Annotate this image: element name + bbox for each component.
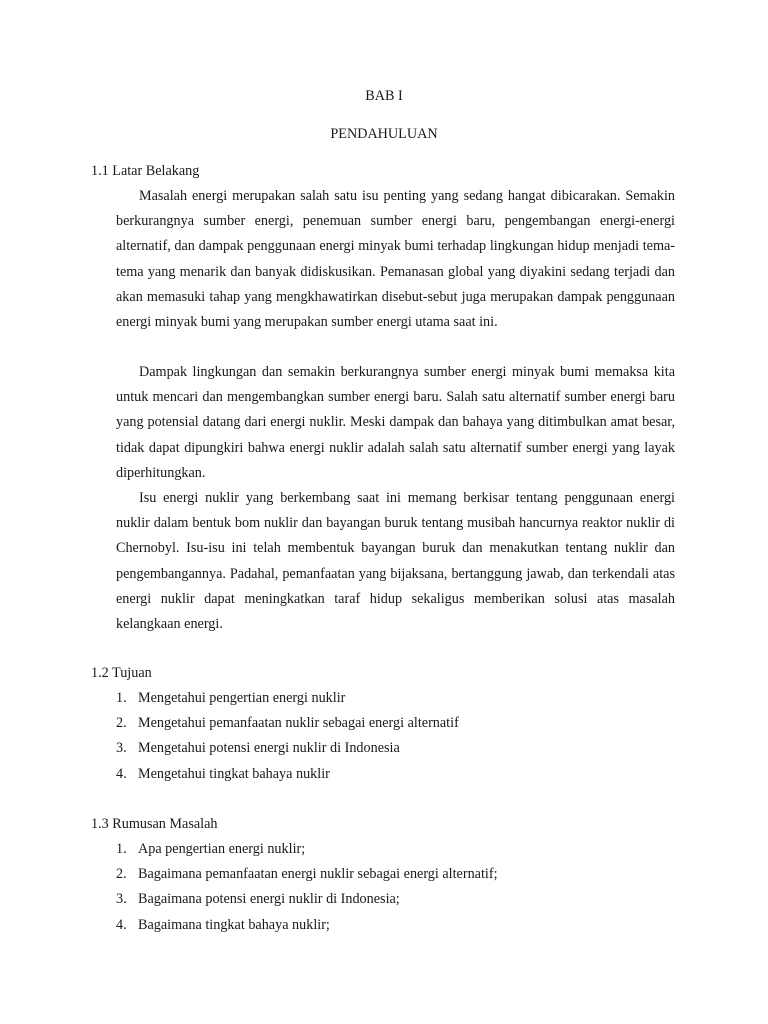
list-text: Apa pengertian energi nuklir; bbox=[138, 841, 306, 857]
list-text: Mengetahui tingkat bahaya nuklir bbox=[138, 765, 330, 782]
list-item bbox=[116, 736, 459, 761]
tujuan-list bbox=[116, 686, 459, 787]
chapter-title: PENDAHULUAN bbox=[330, 126, 438, 142]
paragraph-block bbox=[116, 486, 675, 637]
list-item bbox=[116, 887, 498, 912]
paragraph-block bbox=[116, 360, 675, 486]
list-text: Bagaimana potensi energi nuklir di Indonesia; bbox=[138, 891, 400, 908]
list-item bbox=[116, 711, 459, 736]
list-item bbox=[116, 862, 498, 887]
list-item bbox=[116, 686, 459, 711]
list-text: Mengetahui pemanfaatan nuklir sebagai energi alternatif bbox=[138, 715, 459, 732]
list-number: 2. bbox=[116, 866, 127, 883]
list-text: Mengetahui pengertian energi nuklir bbox=[138, 690, 346, 706]
list-number: 3. bbox=[116, 891, 127, 908]
rumusan-masalah-list bbox=[116, 837, 498, 938]
list-text: Bagaimana pemanfaatan energi nuklir sebagai energi alternatif; bbox=[138, 866, 498, 883]
list-item bbox=[116, 837, 498, 862]
list-item bbox=[116, 913, 498, 938]
paragraph: Isu energi nuklir yang berkembang saat ini memang berkisar tentang penggunaan energi nuklir dalam bentuk bom nuklir dan bayangan buruk tentang musibah hancurnya reaktor nuklir di Chernobyl. Isu-isu ini telah membentuk bayangan buruk dan menakutkan tentang nuklir dan pengembangannya. Padahal, pemanfaatan yang bijaksana, bertanggung jawab, dan terkendali atas energi nuklir dapat meningkatkan taraf hidup sekaligus memberikan solusi atas masalah kelangkaan energi. bbox=[116, 490, 675, 633]
list-text: Bagaimana tingkat bahaya nuklir; bbox=[138, 916, 330, 933]
list-item bbox=[116, 762, 459, 787]
list-number: 4. bbox=[116, 916, 127, 933]
list-number: 2. bbox=[116, 715, 127, 732]
paragraph-block bbox=[116, 184, 675, 335]
list-number: 3. bbox=[116, 740, 127, 757]
section-heading-latar-belakang: 1.1 Latar Belakang bbox=[91, 163, 200, 179]
list-number: 1. bbox=[116, 841, 127, 857]
chapter-number: BAB I bbox=[365, 88, 403, 104]
list-text: Mengetahui potensi energi nuklir di Indonesia bbox=[138, 740, 400, 757]
paragraph: Dampak lingkungan dan semakin berkurangnya sumber energi minyak bumi memaksa kita untuk mencari dan mengembangkan sumber energi baru. Salah satu alternatif sumber energi baru yang potensial datang dari energi nuklir. Meski dampak dan bahaya yang ditimbulkan amat besar, tidak dapat dipungkiri bahwa energi nuklir adalah salah satu alternatif sumber energi yang layak diperhitungkan. bbox=[116, 364, 675, 481]
list-number: 4. bbox=[116, 765, 127, 782]
section-heading-rumusan-masalah: 1.3 Rumusan Masalah bbox=[91, 816, 218, 832]
section-heading-tujuan: 1.2 Tujuan bbox=[91, 665, 152, 681]
list-number: 1. bbox=[116, 690, 127, 706]
paragraph: Masalah energi merupakan salah satu isu penting yang sedang hangat dibicarakan. Semakin berkurangnya sumber energi, penemuan sumber energi baru, pengembangan energi-energi alternatif, dan dampak penggunaan energi minyak bumi terhadap lingkungan hidup menjadi tema-tema yang menarik dan banyak didiskusikan. Pemanasan global yang diyakini sedang terjadi dan akan memasuki tahap yang mengkhawatirkan disebut-sebut juga merupakan dampak penggunaan energi minyak bumi yang merupakan sumber energi utama saat ini. bbox=[116, 188, 675, 331]
